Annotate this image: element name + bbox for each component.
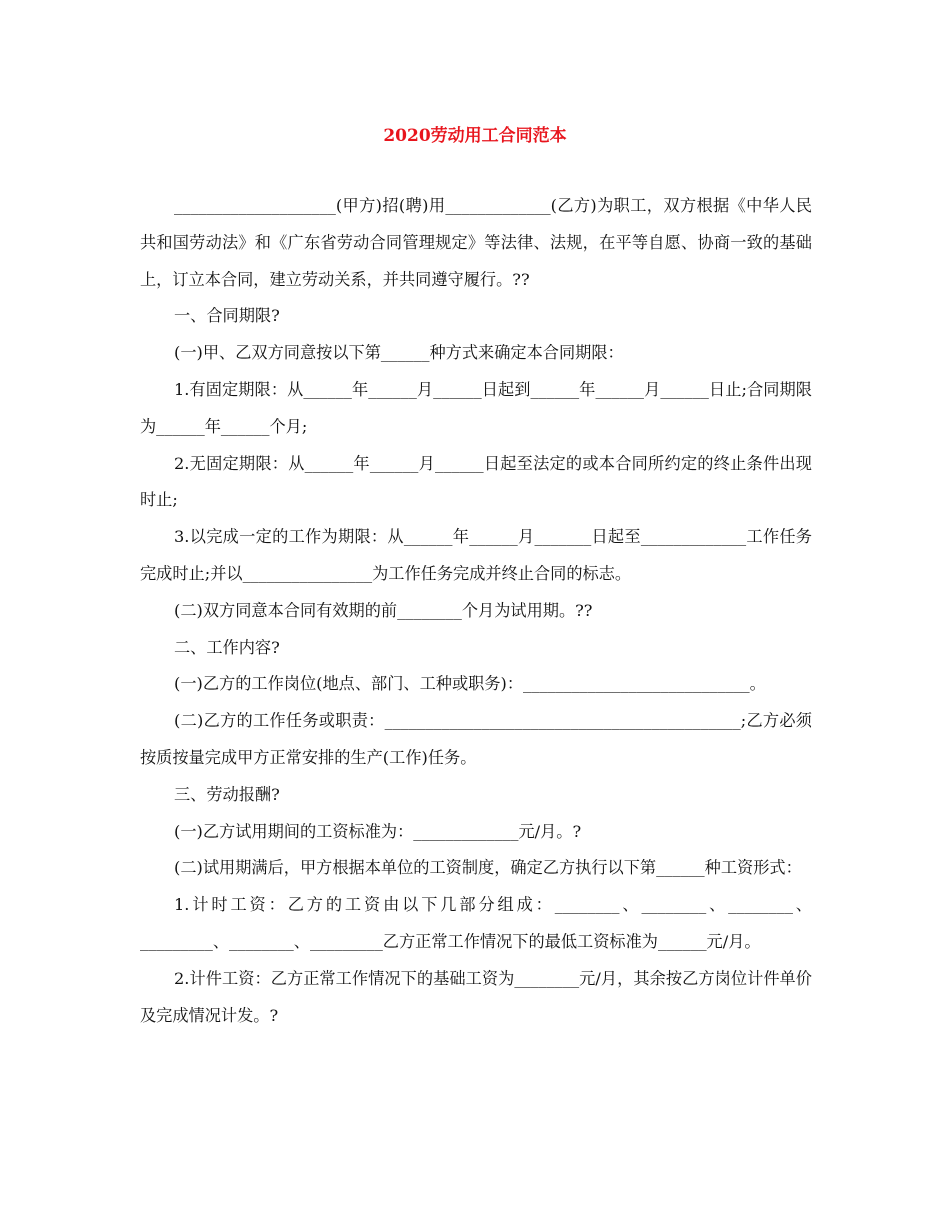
paragraph-fixed-term: 1.有固定期限：从______年______月______日起到______年______月______日止;合同期限为______年______个月;	[140, 379, 812, 436]
document-body	[140, 188, 812, 1034]
paragraph-time-wage: 1.计时工资：乙方的工资由以下几部分组成：________、________、________、_________、________、_________乙方正常工作情况下的最低工资标准为______元/月。	[140, 895, 812, 951]
paragraph-wage-form: (二)试用期满后，甲方根据本单位的工资制度，确定乙方执行以下第______种工资形式：	[174, 858, 802, 878]
paragraph-open-term: 2.无固定期限：从______年______月______日起至法定的或本合同所约定的终止条件出现时止;	[140, 453, 812, 510]
paragraph-task-term: 3.以完成一定的工作为期限：从______年______月_______日起至_____________工作任务完成时止;并以________________为工作任务完成并终止合同的标志。	[140, 527, 812, 583]
heading-work-content: 二、工作内容?	[174, 637, 280, 657]
paragraph-probation: (二)双方同意本合同有效期的前________个月为试用期。??	[174, 600, 593, 620]
paragraph-term-method: (一)甲、乙双方同意按以下第______种方式来确定本合同期限：	[174, 343, 624, 363]
paragraph-piece-wage: 2.计件工资：乙方正常工作情况下的基础工资为________元/月，其余按乙方岗位计件单价及完成情况计发。?	[140, 968, 812, 1025]
paragraph-work-position: (一)乙方的工作岗位(地点、部门、工种或职务)：____________________________。	[174, 674, 766, 694]
heading-remuneration: 三、劳动报酬?	[174, 784, 280, 804]
paragraph-probation-wage: (一)乙方试用期间的工资标准为：_____________元/月。?	[174, 821, 582, 841]
heading-contract-term: 一、合同期限?	[174, 306, 280, 326]
document-title: 2020劳动用工合同范本	[383, 126, 567, 146]
paragraph-preamble: ____________________(甲方)招(聘)用_____________(乙方)为职工，双方根据《中华人民共和国劳动法》和《广东省劳动合同管理规定》等法律、法规，在平等自愿、协商一致的基础上，订立本合同，建立劳动关系，并共同遵守履行。??	[140, 196, 812, 289]
paragraph-work-duties: (二)乙方的工作任务或职责：____________________________________________;乙方必须按质按量完成甲方正常安排的生产(工作)任务。	[140, 711, 812, 767]
